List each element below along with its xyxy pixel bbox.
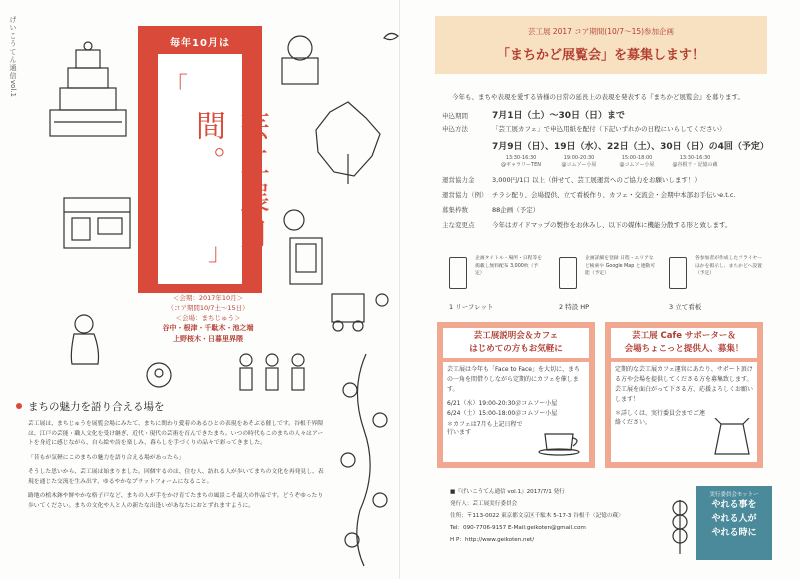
apron-icon <box>711 418 753 458</box>
card-label: 3 立て看板 <box>669 303 702 311</box>
detail-value: 88企画（予定） <box>492 206 540 214</box>
detail-row <box>442 190 772 202</box>
tree-illustration <box>306 94 390 190</box>
cafe-date-2: 6/24（土）15:00-18:00＠コムソー小屋 <box>447 410 558 417</box>
supporter-box-title <box>611 328 757 358</box>
supporter-box-body <box>611 362 757 462</box>
right-page <box>400 0 800 579</box>
motto-box <box>696 486 772 560</box>
event-places-1: 谷中・根津・千駄木・池之端 <box>162 324 254 332</box>
publisher-line: 発行人：芸工展実行委員会 <box>450 501 518 507</box>
coffee-cup-icon <box>537 426 583 456</box>
morning-glory-illustration <box>330 350 400 570</box>
bracket-open: 「 <box>164 72 188 100</box>
newsletter-vertical-title: げいこうてん通信 <box>9 16 17 80</box>
address-line: 住所：〒113-0022 東京都文京区千駄木 5-17-3 谷根千〈記憶の蔵〉 <box>450 513 624 519</box>
venue-time: 13:30-16:30 <box>679 155 711 161</box>
detail-value: 7月1日（土）〜30日（日）まで <box>492 111 626 121</box>
three-people-illustration <box>232 350 312 396</box>
venue-time: 13:30-16:30 <box>505 155 537 161</box>
detail-key: 募集枠数 <box>442 206 468 214</box>
bracket-close: 」 <box>208 238 232 266</box>
cafe-title-line2: はじめての方もお気軽に <box>469 344 563 354</box>
venue-place: @谷根千・記憶の蔵 <box>672 162 718 168</box>
building-illustration <box>40 40 140 150</box>
venue-item <box>666 155 724 169</box>
card-label: 1 リーフレット <box>449 303 494 311</box>
event-info <box>146 290 270 348</box>
venue-item <box>492 155 550 169</box>
person-with-board-illustration <box>266 206 336 290</box>
media-card <box>555 253 665 311</box>
detail-key: 申込期間 <box>442 112 468 120</box>
venue-time: 19:00-20:30 <box>563 155 595 161</box>
section-heading: まちの魅力を語り合える場を <box>28 401 165 413</box>
card-label: 2 特設 HP <box>559 303 590 311</box>
media-card <box>665 253 775 311</box>
dango-icon <box>668 496 692 556</box>
event-core-period: （コア期間10/7土〜15日） <box>167 304 249 312</box>
cafe-date-1: 6/21（水）19:00-20:30＠コムソー小屋 <box>447 400 558 407</box>
cafe-description: 芸工展は今年も「Face to Face」を大切に、まちの一角を間借りしながら定期的にカフェを催します。 <box>447 366 580 393</box>
venue-item <box>608 155 666 169</box>
card-text: 企画詳細を登録 日程・エリアなど検索や Google Map と連動可能（予定） <box>585 256 655 276</box>
recruit-banner <box>435 16 767 74</box>
venue-place: @ギャラリーTEN <box>501 162 541 168</box>
supporter-title-line2: 会場ちょこっと提供人、募集！ <box>624 344 744 354</box>
bird-icon <box>382 28 400 44</box>
motto-line-1: やれる事を <box>711 500 757 510</box>
detail-key: 運営協力金 <box>442 176 475 184</box>
detail-row <box>442 124 772 136</box>
supporter-note: ＊詳しくは、実行委員会までご連絡ください。 <box>615 410 706 426</box>
signboard-icon <box>669 257 687 289</box>
detail-value: 今年はガイドマップの製作をお休みし、以下の媒体に機能分散する形と致します。 <box>492 221 732 229</box>
event-venue-label: ＜会場：まちじゅう＞ <box>175 314 241 322</box>
paragraph: 芸工展は、まちじゅうを展覧会場にみたて、まちに関わり愛着のあるひとの表現をあそぶる催しです。谷根千界隈は、江戸の芸能・職人文化を受け継ぎ、近代・現代の芸術を育んできたまち。いつの時代もこのまちの人々はアートを身近に感じながら、自ら絵や詩を楽しみ、暮らしを手づくりの品々で彩ってきました。 <box>28 421 324 446</box>
event-places-2: 上野桜木・日暮里界隈 <box>173 335 243 343</box>
media-card <box>445 253 555 311</box>
banner-subtitle: 芸工展 2017 コア期間(10/7〜15)参加企画 <box>527 27 675 36</box>
intro-text <box>28 420 328 516</box>
detail-value: 3,000円/1口 以上（併せて、芸工展運営へのご協力をお願いします！） <box>492 176 701 184</box>
title-panel <box>138 26 269 293</box>
venue-place: @コムソー小屋 <box>561 162 597 168</box>
publication-line: ■『げいこうてん通信 vol.1』2017/7/1 発行 <box>450 489 565 495</box>
cafe-venues <box>492 155 772 169</box>
paragraph: 「昔もが気軽にこのまちの魅力を語り合える場があったら」 <box>28 454 185 461</box>
cafe-box <box>437 322 595 468</box>
media-cards <box>445 253 775 313</box>
website-line: H P：http://www.geikoten.net/ <box>450 537 535 543</box>
detail-row <box>442 220 772 232</box>
supporter-description: 定期的な芸工展カフェ運営にあたり、サポート頂ける方や会場を提供してくださる方を募集致します。芸工展を面白がって下さる方、応援よろしくお願いします！ <box>615 366 754 403</box>
venue-item <box>550 155 608 169</box>
title-panel-heading: 毎年10月は <box>170 38 230 49</box>
card-text: 各参加者が作成したフライヤーほかを掲示し、まちかどへ設置（予定） <box>695 256 763 276</box>
supporter-title-line1: 芸工展 Cafe サポーター＆ <box>632 331 736 341</box>
person-sitting-illustration <box>60 310 110 370</box>
big-title: 芸工展月間。 <box>190 110 269 254</box>
people-cart-illustration <box>322 286 400 336</box>
recruit-details <box>442 108 772 235</box>
motto-line-2: やれる人が <box>711 514 757 524</box>
volume-label: vol.1 <box>9 80 17 98</box>
smartphone-icon <box>559 257 577 289</box>
cafe-box-title <box>443 328 589 358</box>
cafe-box-body <box>443 362 589 462</box>
cafe-note: ＊カフェは7月も上記日程で行います <box>447 421 523 436</box>
detail-key: 申込方法 <box>442 125 468 133</box>
cafe-title-line1: 芸工展説明会＆カフェ <box>473 331 559 341</box>
detail-value: 「芸工展カフェ」で申込用紙を配付（下記いずれかの日程にいらしてください） <box>492 125 726 133</box>
detail-key: 運営協力（例） <box>442 191 488 199</box>
paragraph: そうした思いから、芸工展は始まりました。回個するのは、住む人、訪れる人が歩いてまちの文化を再発見し、表現を通じた交流を生み出す、ゆるやかなプラットフォームになること。 <box>28 469 324 485</box>
person-reading-illustration <box>272 30 332 92</box>
shop-illustration <box>60 192 140 258</box>
detail-row <box>442 108 772 121</box>
flower-icon <box>144 360 174 390</box>
cafe-dates: 7月9日（日）、19日（水）、22日（土）、30日（日）の4回（予定） <box>492 142 769 152</box>
venue-place: @コムソー小屋 <box>619 162 655 168</box>
title-panel-inner <box>158 54 269 284</box>
supporter-box <box>605 322 763 468</box>
detail-value: チラシ配り、会場提供、立て看板作り、カフェ・交流会・会期中本部お手伝いe.t.c. <box>492 191 736 199</box>
card-text: 企画タイトル・場所・日程等を掲載し無料配布 3,000枚（予定） <box>475 256 543 276</box>
contact-line: Tel：090-7706-9157 E-Mail:geikoten@gmail.com <box>450 525 586 531</box>
detail-row <box>442 175 772 187</box>
recruit-intro: 今年も、まちや表現を愛する皆様の日常の延長上の表現を発表する『まちかど展覧会』を募ります。 <box>452 93 744 101</box>
paragraph: 路地の植木鉢や鮮やかな格子戸など、まちの人が手をかけ育てたまちの風景こそ最大の作品です。どうぞゆったり歩いてください。まちの文化や人と人の新たな出逢いがあなたにおとずれますように。 <box>28 493 324 509</box>
event-period: ＜会期：2017年10月＞ <box>172 294 244 302</box>
detail-key: 主な変更点 <box>442 221 475 229</box>
leaflet-icon <box>449 257 467 289</box>
motto-subtitle: 実行委員会モットー <box>709 492 759 498</box>
motto-line-3: やれる時に <box>711 528 757 538</box>
banner-title: 「まちかど展覧会」を募集します！ <box>496 48 705 63</box>
detail-row <box>442 205 772 217</box>
venue-time: 15:00-18:00 <box>621 155 653 161</box>
